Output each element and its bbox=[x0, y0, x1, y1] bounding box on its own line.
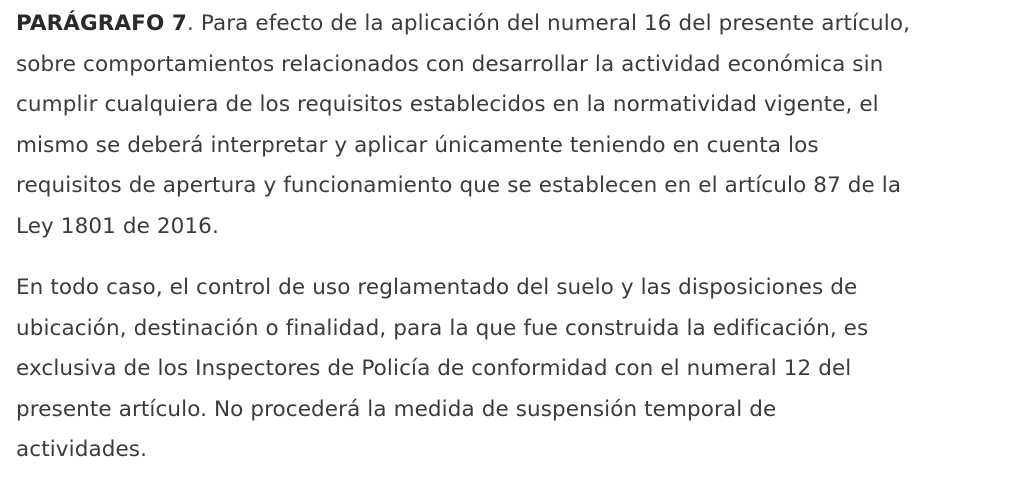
paragraph-line bbox=[16, 4, 1016, 45]
paragraph-heading: PARÁGRAFO 7 bbox=[16, 11, 187, 36]
paragraph-line: exclusiva de los Inspectores de Policía de conformidad con el numeral 12 del bbox=[16, 356, 852, 381]
paragraph-line: ubicación, destinación o finalidad, para la que fue construida la edificación, es bbox=[16, 315, 869, 341]
paragraph-text: . Para efecto de la aplicación del numeral 16 del presente artículo, bbox=[186, 11, 911, 36]
paragraph-line: mismo se deberá interpretar y aplicar únicamente teniendo en cuenta los bbox=[16, 132, 819, 158]
paragraph-line: requisitos de apertura y funcionamiento que se establecen en el artículo 87 de la bbox=[16, 173, 902, 198]
paragraph-line: actividades. bbox=[16, 437, 148, 462]
document-body bbox=[16, 4, 1016, 471]
paragraph-line: En todo caso, el control de uso reglamentado del suelo y las disposiciones de bbox=[16, 275, 858, 300]
paragraph-control-uso-suelo bbox=[16, 268, 1016, 471]
paragraph-line: cumplir cualquiera de los requisitos establecidos en la normatividad vigente, el bbox=[16, 92, 879, 117]
paragraph-line: Ley 1801 de 2016. bbox=[16, 213, 219, 239]
paragraph-line: sobre comportamientos relacionados con desarrollar la actividad económica sin bbox=[16, 51, 884, 77]
paragraph-7 bbox=[16, 4, 1016, 247]
paragraph-line: presente artículo. No procederá la medida de suspensión temporal de bbox=[16, 396, 777, 422]
